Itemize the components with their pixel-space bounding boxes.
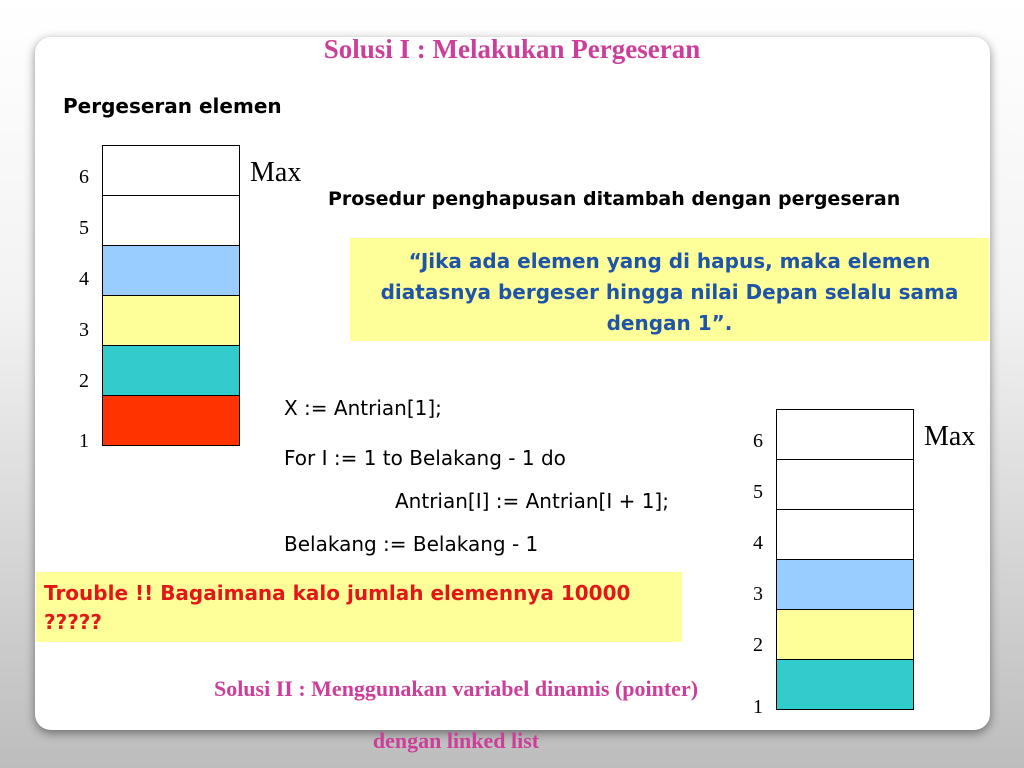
queue-cell-5	[102, 195, 240, 246]
index-label-6: 6	[753, 430, 763, 452]
index-label-5: 5	[79, 217, 89, 239]
code-line-1: X := Antrian[1];	[284, 396, 442, 420]
solution-2-line-2: dengan linked list	[372, 728, 540, 753]
index-label-2: 2	[79, 370, 89, 392]
queue-cell-4	[102, 245, 240, 296]
trouble-box: Trouble !! Bagaimana kalo jumlah elemennya 10000 ?????	[36, 572, 682, 642]
queue-cell-2	[776, 609, 914, 660]
solution-2-line-1: Solusi II : Menggunakan variabel dinamis (pointer)	[213, 676, 699, 701]
index-label-2: 2	[753, 634, 763, 656]
index-label-1: 1	[753, 696, 763, 718]
index-label-6: 6	[79, 166, 89, 188]
procedure-text: Prosedur penghapusan ditambah dengan pergeseran	[328, 188, 901, 210]
queue-stack-after	[776, 409, 914, 710]
code-line-4: Belakang := Belakang - 1	[284, 532, 539, 556]
index-label-3: 3	[753, 583, 763, 605]
queue-cell-3	[102, 295, 240, 346]
queue-cell-4	[776, 509, 914, 560]
quote-box: “Jika ada elemen yang di hapus, maka elemen diatasnya bergeser hingga nilai Depan selalu sama dengan 1”.	[350, 238, 989, 341]
code-line-2: For I := 1 to Belakang - 1 do	[284, 446, 566, 470]
index-label-4: 4	[79, 268, 89, 290]
queue-cell-6	[102, 145, 240, 196]
max-label: Max	[250, 157, 302, 188]
code-line-3: Antrian[I] := Antrian[I + 1];	[395, 489, 669, 513]
index-label-5: 5	[753, 481, 763, 503]
max-label: Max	[924, 421, 976, 452]
queue-cell-2	[102, 345, 240, 396]
queue-cell-5	[776, 459, 914, 510]
slide-title: Solusi I : Melakukan Pergeseran	[323, 34, 701, 64]
queue-cell-6	[776, 409, 914, 460]
index-label-3: 3	[79, 319, 89, 341]
queue-stack-before	[102, 145, 240, 446]
subtitle: Pergeseran elemen	[63, 94, 282, 118]
queue-cell-3	[776, 559, 914, 610]
queue-cell-1	[102, 395, 240, 446]
index-label-4: 4	[753, 532, 763, 554]
index-label-1: 1	[79, 430, 89, 452]
